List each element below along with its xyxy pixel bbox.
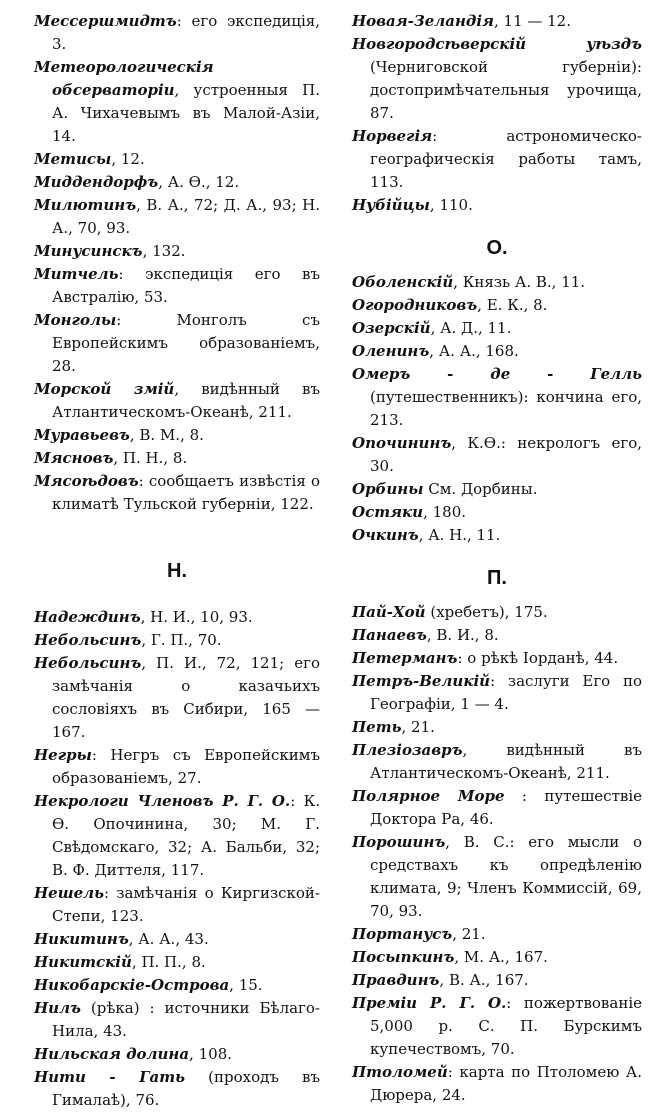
index-term: Мясоѣдовъ bbox=[34, 472, 139, 490]
index-term: Норвегія bbox=[352, 127, 433, 145]
section-p-entries bbox=[352, 601, 642, 1107]
index-references: , А. Ѳ., 12. bbox=[158, 173, 240, 191]
index-term: Небольсинъ bbox=[34, 654, 142, 672]
right-column bbox=[352, 10, 642, 1107]
index-references: , 108. bbox=[189, 1045, 233, 1063]
index-references: , Г. П., 70. bbox=[141, 631, 222, 649]
index-term: Панаевъ bbox=[352, 626, 427, 644]
index-references: , Е. К., 8. bbox=[477, 296, 548, 314]
index-term: Новгородсѣверскій уѣздъ bbox=[352, 35, 642, 53]
index-references: : его экспедиція, 3. bbox=[52, 12, 320, 53]
section-heading-n: Н. bbox=[167, 560, 187, 582]
index-term: Озерскій bbox=[352, 319, 431, 337]
index-term: Оленинъ bbox=[352, 342, 430, 360]
index-entry bbox=[352, 601, 642, 624]
index-term: Правдинъ bbox=[352, 971, 440, 989]
index-entry bbox=[34, 928, 320, 951]
index-term: Петерманъ bbox=[352, 649, 458, 667]
index-entry bbox=[352, 1061, 642, 1107]
index-references: , 21. bbox=[401, 718, 435, 736]
index-references: : путешествіе Доктора Ра, 46. bbox=[370, 787, 642, 828]
index-entry bbox=[34, 378, 320, 424]
index-term: Никитскій bbox=[34, 953, 132, 971]
index-term: Опочининъ bbox=[352, 434, 452, 452]
index-references: , В. А., 72; Д. А., 93; Н. А., 70, 93. bbox=[52, 196, 320, 237]
index-references: , устроенныя П. А. Чихачевымъ въ Малой-Азіи, 14. bbox=[52, 81, 320, 145]
index-references: : Монголъ съ Европейскимъ образованіемъ, 28. bbox=[52, 311, 320, 375]
index-entry bbox=[352, 478, 642, 501]
index-term: Оболенскій bbox=[352, 273, 454, 291]
index-term: Преміи Р. Г. О. bbox=[352, 994, 507, 1012]
index-entry bbox=[352, 716, 642, 739]
index-references: : замѣчанія о Киргизской-Степи, 123. bbox=[52, 884, 320, 925]
index-term: Метеорологическія обсерваторіи bbox=[34, 58, 214, 99]
index-term: Нильская долина bbox=[34, 1045, 190, 1063]
index-entry bbox=[352, 831, 642, 923]
index-entry bbox=[34, 997, 320, 1043]
index-references: : сообщаетъ извѣстія о климатѣ Тульской губерніи, 122. bbox=[52, 472, 320, 513]
index-entry bbox=[352, 624, 642, 647]
index-term: Мессершмидтъ bbox=[34, 12, 177, 30]
index-references: См. Дорбины. bbox=[423, 480, 538, 498]
index-entry bbox=[34, 171, 320, 194]
index-entry bbox=[352, 969, 642, 992]
index-term: Метисы bbox=[34, 150, 112, 168]
index-references: , Н. И., 10, 93. bbox=[140, 608, 253, 626]
index-term: Пай-Хой bbox=[352, 603, 426, 621]
index-references: : Негръ съ Европейскимъ образованіемъ, 27. bbox=[52, 746, 320, 787]
index-references: , 12. bbox=[111, 150, 145, 168]
index-term: Остяки bbox=[352, 503, 424, 521]
index-references: (Черниговской губерніи): достопримѣчательныя урочища, 87. bbox=[370, 58, 642, 122]
index-term: Петръ-Великій bbox=[352, 672, 491, 690]
index-references: , В. С.: его мысли о средствахъ къ опредѣленію климата, 9; Членъ Коммиссій, 69, 70, 93. bbox=[370, 833, 642, 920]
index-term: Омеръ - де - Гелль bbox=[352, 365, 642, 383]
index-entry bbox=[34, 790, 320, 882]
index-references: , М. А., 167. bbox=[454, 948, 548, 966]
index-entry bbox=[34, 974, 320, 997]
index-entry bbox=[34, 309, 320, 378]
index-entry bbox=[352, 271, 642, 294]
index-entry bbox=[352, 946, 642, 969]
index-references: (рѣка) : источники Бѣлаго-Нила, 43. bbox=[52, 999, 320, 1040]
index-term: Очкинъ bbox=[352, 526, 419, 544]
index-entry bbox=[352, 647, 642, 670]
section-heading-o: О. bbox=[486, 237, 508, 259]
index-entry bbox=[34, 882, 320, 928]
index-term: Нубійцы bbox=[352, 196, 430, 214]
index-references: , В. А., 167. bbox=[439, 971, 529, 989]
index-entry bbox=[352, 294, 642, 317]
index-term: Порошинъ bbox=[352, 833, 446, 851]
index-entry bbox=[352, 340, 642, 363]
index-references: , 15. bbox=[229, 976, 263, 994]
index-entry bbox=[34, 1043, 320, 1066]
index-entry bbox=[34, 148, 320, 171]
index-references: : К. Ѳ. Опочинина, 30; М. Г. Свѣдомскаго, 32; А. Бальби, 32; В. Ф. Диттеля, 117. bbox=[52, 792, 320, 879]
index-entry bbox=[352, 785, 642, 831]
index-term: Петь bbox=[352, 718, 402, 736]
index-entry bbox=[352, 923, 642, 946]
index-entry bbox=[352, 10, 642, 33]
index-references: , 110. bbox=[429, 196, 473, 214]
index-references: , А. А., 43. bbox=[128, 930, 209, 948]
index-references: , К.Ѳ.: некрологъ его, 30. bbox=[370, 434, 642, 475]
index-references: , 180. bbox=[423, 503, 467, 521]
index-references: : карта по Птоломею А. Дюрера, 24. bbox=[370, 1063, 642, 1104]
index-entry bbox=[34, 263, 320, 309]
index-references: , 11 — 12. bbox=[493, 12, 571, 30]
index-term: Муравьевъ bbox=[34, 426, 130, 444]
index-entry bbox=[34, 447, 320, 470]
index-entry bbox=[34, 652, 320, 744]
section-n-entries bbox=[34, 606, 320, 1112]
index-term: Милютинъ bbox=[34, 196, 137, 214]
index-references: : пожертвованіе 5,000 р. С. П. Бурскимъ купечествомъ, 70. bbox=[370, 994, 642, 1058]
index-term: Негры bbox=[34, 746, 92, 764]
index-entry bbox=[352, 670, 642, 716]
index-term: Огородниковъ bbox=[352, 296, 478, 314]
index-entry bbox=[352, 194, 642, 217]
index-references: , П. Н., 8. bbox=[113, 449, 188, 467]
index-term: Птоломей bbox=[352, 1063, 448, 1081]
index-references: , В. И., 8. bbox=[426, 626, 499, 644]
index-term: Посыпкинъ bbox=[352, 948, 455, 966]
index-entry bbox=[352, 501, 642, 524]
index-references: , 132. bbox=[142, 242, 186, 260]
index-entry bbox=[34, 744, 320, 790]
index-entry bbox=[352, 524, 642, 547]
index-term: Морской змій bbox=[34, 380, 175, 398]
index-entry bbox=[352, 125, 642, 194]
index-term: Нешель bbox=[34, 884, 105, 902]
index-entry bbox=[352, 33, 642, 125]
index-entry bbox=[34, 606, 320, 629]
index-references: , А. Н., 11. bbox=[418, 526, 501, 544]
index-term: Портанусъ bbox=[352, 925, 453, 943]
index-entry bbox=[34, 470, 320, 516]
index-term: Орбины bbox=[352, 480, 424, 498]
index-references: (проходъ въ Гималаѣ), 76. bbox=[52, 1068, 320, 1109]
section-m-entries bbox=[34, 10, 320, 516]
index-references: , 21. bbox=[452, 925, 486, 943]
left-column bbox=[34, 10, 320, 1112]
index-references: : заслуги Его по Географіи, 1 — 4. bbox=[370, 672, 642, 713]
index-entry bbox=[352, 317, 642, 340]
index-entry bbox=[34, 424, 320, 447]
index-term: Митчель bbox=[34, 265, 119, 283]
index-term: Полярное Море bbox=[352, 787, 505, 805]
index-entry bbox=[352, 992, 642, 1061]
index-references: , видѣнный въ Атлантическомъ-Океанѣ, 211. bbox=[370, 741, 642, 782]
index-entry bbox=[34, 629, 320, 652]
section-heading-p: П. bbox=[487, 567, 507, 589]
index-entry bbox=[352, 432, 642, 478]
index-term: Небольсинъ bbox=[34, 631, 142, 649]
index-entry bbox=[34, 194, 320, 240]
index-entry bbox=[34, 56, 320, 148]
index-references: (хребетъ), 175. bbox=[425, 603, 548, 621]
index-references: , А. А., 168. bbox=[429, 342, 519, 360]
index-term: Никитинъ bbox=[34, 930, 129, 948]
index-term: Плезіозавръ bbox=[352, 741, 463, 759]
index-entry bbox=[352, 739, 642, 785]
section-o-entries bbox=[352, 271, 642, 547]
index-term: Минусинскъ bbox=[34, 242, 143, 260]
index-term: Надеждинъ bbox=[34, 608, 141, 626]
index-entry bbox=[34, 1066, 320, 1112]
index-term: Новая-Зеландія bbox=[352, 12, 494, 30]
index-entry bbox=[352, 363, 642, 432]
index-entry bbox=[34, 951, 320, 974]
index-references: : экспедиція его въ Австралію, 53. bbox=[52, 265, 320, 306]
section-n-continued-entries bbox=[352, 10, 642, 217]
index-references: : о рѣкѣ Іорданѣ, 44. bbox=[457, 649, 619, 667]
index-references: (путешественникъ): кончина его, 213. bbox=[370, 388, 642, 429]
index-references: , П. И., 72, 121; его замѣчанія о казачьихъ сословіяхъ въ Сибири, 165 — 167. bbox=[52, 654, 320, 741]
index-references: , В. М., 8. bbox=[129, 426, 204, 444]
index-references: , видѣнный въ Атлантическомъ-Океанѣ, 211. bbox=[52, 380, 321, 421]
index-term: Монголы bbox=[34, 311, 117, 329]
index-entry bbox=[34, 10, 320, 56]
index-term: Нити - Гать bbox=[34, 1068, 186, 1086]
index-entry bbox=[34, 240, 320, 263]
index-term: Мясновъ bbox=[34, 449, 114, 467]
index-references: , П. П., 8. bbox=[131, 953, 206, 971]
index-term: Некрологи Членовъ Р. Г. О. bbox=[34, 792, 291, 810]
index-term: Никобарскіе-Острова bbox=[34, 976, 230, 994]
index-term: Нилъ bbox=[34, 999, 81, 1017]
index-references: : астрономическо-географическія работы тамъ, 113. bbox=[370, 127, 642, 191]
index-term: Миддендорфъ bbox=[34, 173, 159, 191]
index-references: , А. Д., 11. bbox=[430, 319, 512, 337]
index-references: , Князь А. В., 11. bbox=[453, 273, 586, 291]
